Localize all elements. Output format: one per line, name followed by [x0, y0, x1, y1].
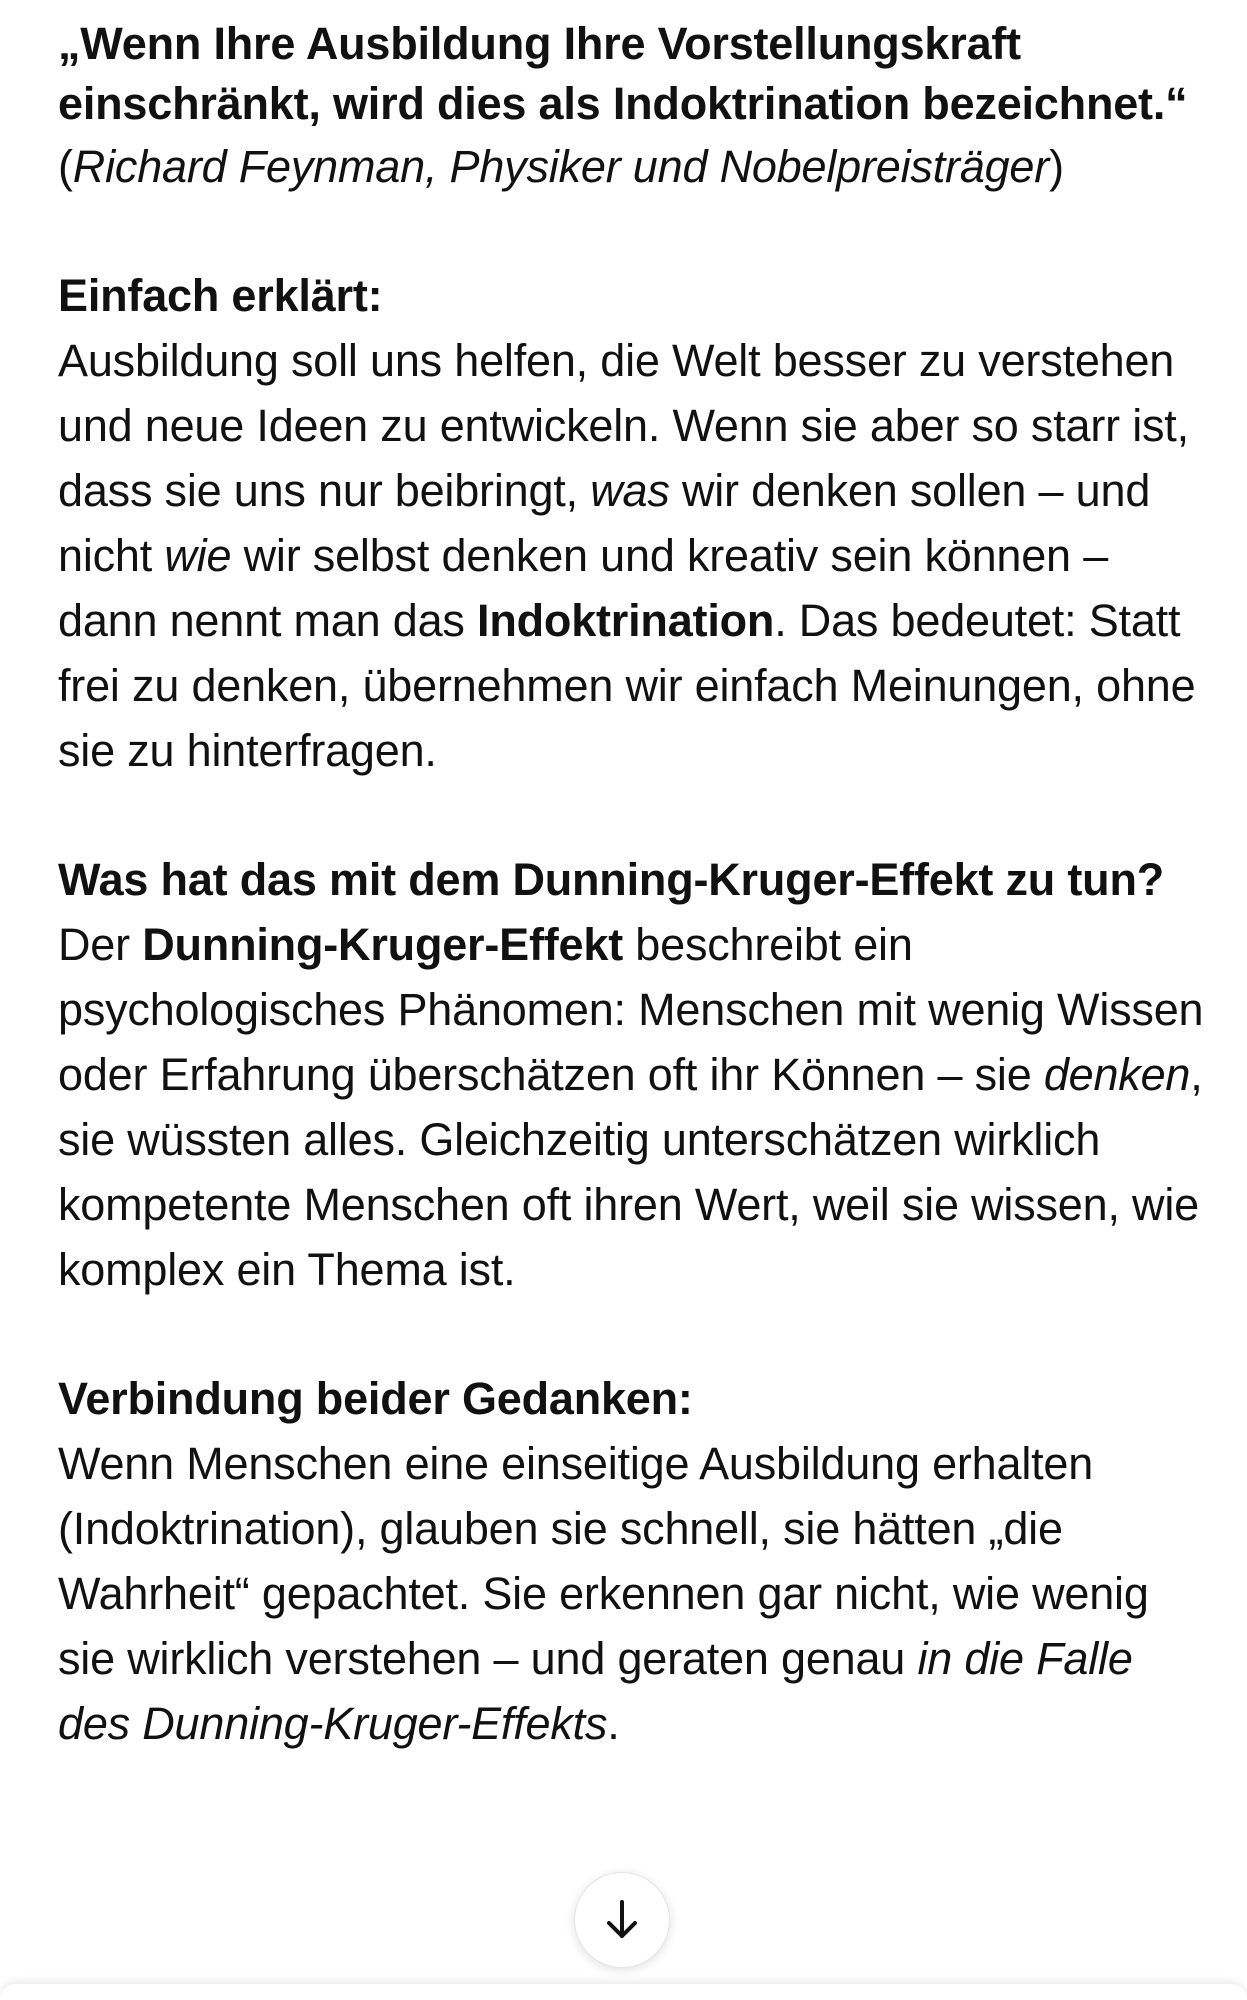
emphasis-text: wie — [164, 530, 232, 581]
text-run: Wenn Menschen eine einseitige Ausbildung erhalten (Indoktrination), glauben sie schnell, sie hätten „die Wahrheit“ gepachtet. Sie erkennen gar nicht, wie wenig sie wirklich verstehen – und geraten genau — [58, 1438, 1149, 1684]
bold-text: Dunning-Kruger-Effekt — [142, 919, 623, 970]
arrow-down-icon — [602, 1898, 642, 1942]
attribution-paren-close: ) — [1049, 141, 1064, 192]
section-paragraph-einfach — [58, 328, 1208, 783]
text-run: Der — [58, 919, 143, 970]
section-paragraph-verbindung — [58, 1431, 1208, 1756]
emphasis-text: was — [590, 465, 670, 516]
bold-text: Indoktrination — [477, 595, 775, 646]
spacer — [58, 199, 1208, 263]
text-run: wir denken sollen – und nicht — [58, 465, 1151, 581]
text-run: Ausbildung soll uns helfen, die Welt besser zu verstehen und neue Ideen zu entwickeln. Wenn sie aber so starr ist, dass sie uns nur beibringt, — [58, 335, 1189, 516]
text-run: . — [607, 1698, 620, 1749]
spacer — [58, 1302, 1208, 1366]
section-heading-dunning: Was hat das mit dem Dunning-Kruger-Effekt zu tun? — [58, 854, 1165, 905]
scroll-to-bottom-button[interactable] — [574, 1872, 670, 1968]
bottom-sheet-edge — [0, 1984, 1247, 2000]
section-heading-einfach: Einfach erklärt: — [58, 270, 383, 321]
emphasis-text: in die Falle des Dunning-Kruger-Effekts — [58, 1633, 1133, 1749]
quote-text: „Wenn Ihre Ausbildung Ihre Vorstellungskraft einschränkt, wird dies als Indoktrination bezeichnet.“ — [58, 18, 1188, 129]
text-run: , sie wüssten alles. Gleichzeitig unterschätzen wirklich kompetente Menschen oft ihren Wert, weil sie wissen, wie komplex ein Thema ist. — [58, 1049, 1203, 1295]
emphasis-text: denken — [1043, 1049, 1191, 1100]
text-run: wir selbst denken und kreativ sein können – dann nennt man das — [58, 530, 1109, 646]
section-heading-verbindung: Verbindung beider Gedanken: — [58, 1373, 693, 1424]
section-paragraph-dunning — [58, 912, 1208, 1302]
attribution-name: Richard Feynman, Physiker und Nobelpreisträger — [72, 141, 1050, 192]
text-run: beschreibt ein psychologisches Phänomen: Menschen mit wenig Wissen oder Erfahrung überschätzen oft ihr Können – sie — [58, 919, 1204, 1100]
attribution-paren-open: ( — [58, 141, 73, 192]
spacer — [58, 783, 1208, 847]
quote-attribution — [58, 134, 1208, 199]
message-content — [58, 14, 1208, 1756]
text-run: . Das bedeutet: Statt frei zu denken, übernehmen wir einfach Meinungen, ohne sie zu hinterfragen. — [58, 595, 1196, 776]
